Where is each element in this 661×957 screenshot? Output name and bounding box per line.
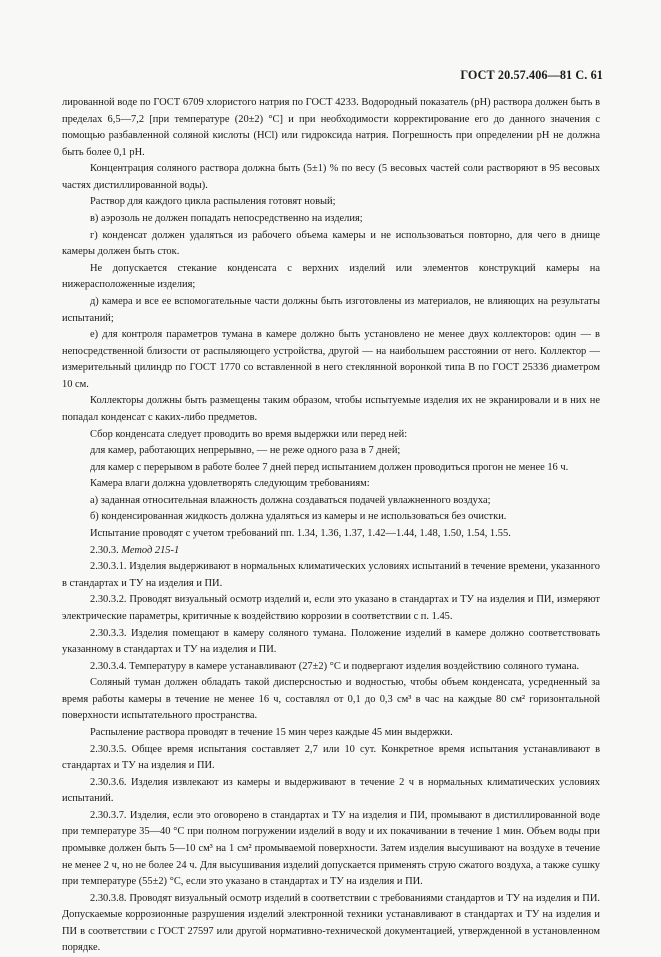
paragraph: Концентрация соляного раствора должна быть (5±1) % по весу (5 весовых частей соли растворяют в 95 весовых частях дистиллированной воды). <box>62 163 600 191</box>
paragraph: Соляный туман должен обладать такой дисперсностью и водностью, чтобы объем конденсата, усредненный за время работы камеры в течение не менее 16 ч, составлял от 0,1 до 0,3 см³ в час на каждые 80 см² горизонтальной поверхности испытательного пространства. <box>62 677 600 722</box>
paragraph: 2.30.3.6. Изделия извлекают из камеры и выдерживают в течение 2 ч в нормальных климатических условиях испытаний. <box>62 776 600 805</box>
paragraph: в) аэрозоль не должен попадать непосредственно на изделия; <box>90 213 363 225</box>
paragraph: 2.30.3.1. Изделия выдерживают в нормальных климатических условиях испытаний в течение времени, указанного в стандартах и ТУ на изделия и ПИ. <box>62 561 600 589</box>
paragraph: для камер с перерывом в работе более 7 дней перед испытанием должен проводиться прогон не менее 16 ч. <box>90 461 569 473</box>
paragraph: а) заданная относительная влажность должна создаваться подачей увлажненного воздуха; <box>90 494 491 506</box>
paragraph: 2.30.3.2. Проводят визуальный осмотр изделий и, если это указано в стандартах и ТУ на изделия и ПИ, измеряют электрические параметры, критичные к воздействию коррозии в соответствии с п. 1.45. <box>62 594 600 622</box>
paragraph: Раствор для каждого цикла распыления готовят новый; <box>90 196 336 208</box>
paragraph: Не допускается стекание конденсата с верхних изделий или элементов конструкций камеры на нижерасположенные изделия; <box>62 262 600 291</box>
document-body <box>62 95 600 957</box>
paragraph: 2.30.3.3. Изделия помещают в камеру соляного тумана. Положение изделий в камере должно соответствовать указанному в стандартах и ТУ на изделия и ПИ. <box>62 627 600 656</box>
paragraph: для камер, работающих непрерывно, — не реже одного раза в 7 дней; <box>90 445 401 457</box>
paragraph: д) камера и все ее вспомогательные части должны быть изготовлены из материалов, не влияющих на результаты испытаний; <box>62 295 600 324</box>
method-title: Метод 215-1 <box>121 544 180 556</box>
paragraph: 2.30.3.4. Температуру в камере устанавливают (27±2) °С и подвергают изделия воздействию соляного тумана. <box>90 660 580 672</box>
paragraph: Распыление раствора проводят в течение 15 мин через каждые 45 мин выдержки. <box>90 726 453 738</box>
paragraph: 2.30.3.8. Проводят визуальный осмотр изделий в соответствии с требованиями стандартов и ТУ на изделия и ПИ. Допускаемые коррозионные разрушения изделий электронной техники устанавливают в стандартах и ТУ на изделия и ПИ в соответствии с ГОСТ 27597 или другой нормативно-технической документацией, утвержденной в установленном порядке. <box>62 892 600 954</box>
paragraph: лированной воде по ГОСТ 6709 хлористого натрия по ГОСТ 4233. Водородный показатель (рН) раствора должен быть в пределах 6,5—7,2 [при температуре (20±2) °С] и при необходимости корректирование его до данного значения с помощью разбавленной соляной кислоты (НСl) или гидроксида натрия. Погрешность при определении рН не должна быть более 0,1 рН. <box>62 97 600 158</box>
paragraph: Камера влаги должна удовлетворять следующим требованиям: <box>90 478 370 490</box>
paragraph: Коллекторы должны быть размещены таким образом, чтобы испытуемые изделия их не экранировали и в них не попадал конденсат с каких-либо предметов. <box>62 395 600 423</box>
paragraph: е) для контроля параметров тумана в камере должно быть установлено не менее двух коллекторов: один — в непосредственной близости от распыляющего устройства, другой — на наибольшем расстоянии от него. Коллектор — измерительный цилиндр по ГОСТ 1770 со вставленной в него стеклянной воронкой типа В по ГОСТ 25336 диаметром 10 см. <box>62 329 600 390</box>
paragraph: Сбор конденсата следует проводить во время выдержки или перед ней: <box>90 428 408 440</box>
paragraph: г) конденсат должен удаляться из рабочего объема камеры и не использоваться повторно, для чего в днище камеры должен быть сток. <box>62 229 600 258</box>
paragraph: б) конденсированная жидкость должна удаляться из камеры и не использоваться без очистки. <box>90 511 507 523</box>
section-number: 2.30.3. <box>90 544 122 556</box>
paragraph: Испытание проводят с учетом требований пп. 1.34, 1.36, 1.37, 1.42—1.44, 1.48, 1.50, 1.54, 1.55. <box>90 528 511 540</box>
paragraph <box>62 543 600 560</box>
paragraph: 2.30.3.5. Общее время испытания составляет 2,7 или 10 сут. Конкретное время испытания устанавливают в стандартах и ТУ на изделия и ПИ. <box>62 743 600 772</box>
page-header: ГОСТ 20.57.406—81 С. 61 <box>460 68 603 82</box>
paragraph: 2.30.3.7. Изделия, если это оговорено в стандартах и ТУ на изделия и ПИ, промывают в дистиллированной воде при температуре 35—40 °С при полном погружении изделий в воду и их покачивании в течение 1 мин. Объем воды при промывке должен быть 5—10 см³ на 1 см² промываемой поверхности. Затем изделия высушивают на воздухе в течение не менее 2 ч, но не более 24 ч. Для высушивания изделий допускается применять струю сжатого воздуха, а также сушку при температуре (55±2) °С, если это указано в стандартах и ТУ на изделия и ПИ. <box>62 809 600 888</box>
